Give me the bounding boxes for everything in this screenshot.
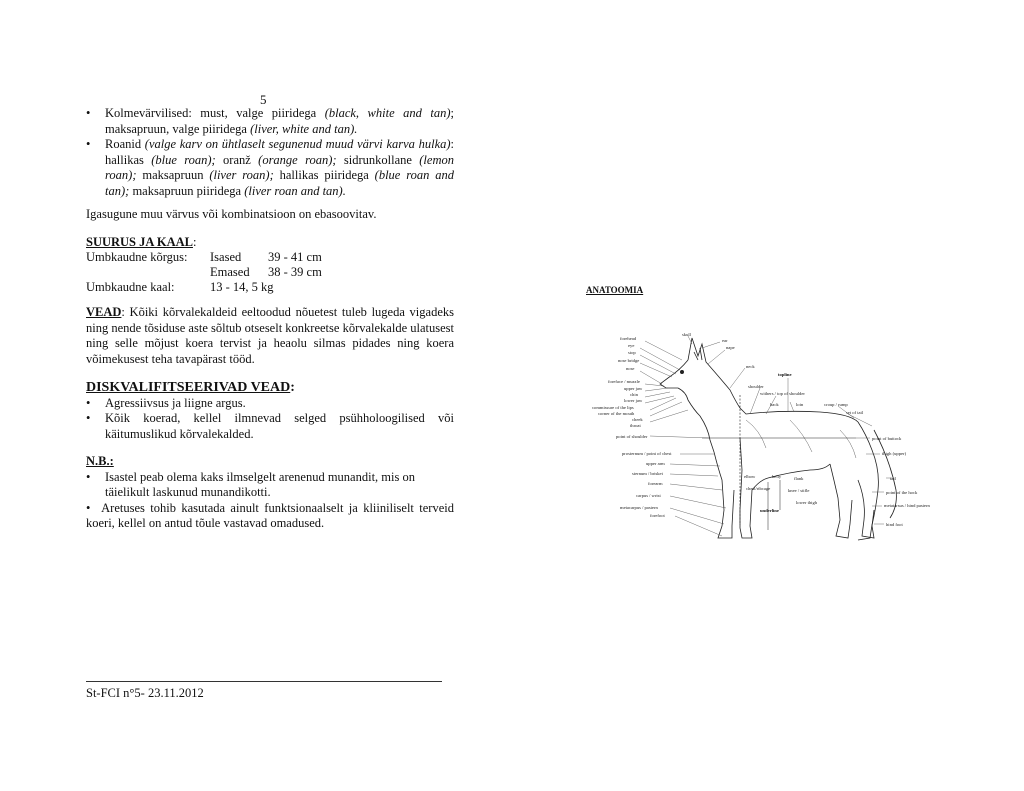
label-nose: nose [626,366,635,371]
text-italic: (black, white and tan) [324,106,451,120]
label-forearm: forearm [648,481,663,486]
label-upper-jaw: upper jaw [624,386,643,391]
label-point-hock: point of the hock [886,490,918,495]
label-tail: tail [890,476,896,481]
females-value: 38 - 39 cm [268,265,322,279]
text-italic: (orange roan); [258,152,337,167]
label-thigh: thigh (upper) [882,451,907,456]
label-withers: withers / top of shoulder [760,391,805,396]
nb-heading [86,454,454,470]
table-row [86,250,322,265]
label-neck: neck [746,364,755,369]
text: ; maksapruun, valge piiridega [105,106,454,136]
label-metatarsus: metatarsus / hind pastern [884,503,930,508]
text-italic: (liver, white and tan). [250,121,358,136]
text-italic: (valge karv on ühtlaselt segunenud muud värvi karva hulka) [144,137,451,151]
label-throat: throat [630,423,641,428]
table-row [86,280,322,295]
standard-text-column [86,106,454,532]
item-text: Kõik koerad, kellel ilmnevad selged psühholoogilised või käitumuslikud kõrvalekalded. [105,411,454,441]
spacer [86,442,454,454]
size-table [86,250,322,295]
text: : hallikas [105,137,455,167]
text: oranž [215,152,259,167]
bullet-icon: • [86,469,91,484]
label-corner-mouth: corner of the mouth [598,411,635,416]
page-number: 5 [260,92,267,107]
spacer [86,367,454,380]
text: maksapruun piiridega [129,183,245,198]
bullet-icon: • [86,106,91,120]
spacer [86,199,454,207]
label-back: back [770,402,779,407]
label-underline: underline [760,508,779,513]
label-flank: flank [794,476,804,481]
label-commissure: commissure of the lips [592,405,634,410]
label-point-shoulder: point of shoulder [616,434,648,439]
label-upper-arm: upper arm [646,461,665,466]
label-chest: chest/ribcage [746,486,771,491]
empty-cell [86,265,210,280]
label-topline: topline [778,372,792,377]
bullet-icon: • [86,395,91,410]
heading-text: SUURUS JA KAAL [86,234,193,249]
size-heading [86,235,454,251]
label-croup: croup / rump [824,402,848,407]
text: sidrunkollane [336,152,420,167]
left-labels [592,336,672,518]
label-sternum: sternum / brisket [632,471,663,476]
label-stop: stop [628,350,636,355]
label-forehead: forehead [620,336,637,341]
label-knee: knee / stifle [788,488,810,493]
spacer [86,223,454,235]
label-loin: loin [796,402,804,407]
top-leader-lines [688,336,872,426]
label-lower-thigh: lower thigh [796,500,818,505]
table-row [86,265,322,280]
label-belly: belly [772,474,782,479]
males-value: 39 - 41 cm [268,250,322,264]
label-elbow: elbow [744,474,756,479]
label-lower-jaw: lower jaw [624,398,643,403]
text-italic: (blue roan and tan); [105,168,454,198]
faults-heading: VEAD [86,305,122,319]
label-metacarpus: metacarpus / pastern [620,505,658,510]
females-label: Emased [210,265,250,279]
label-nose-bridge: nose bridge [618,358,640,363]
text: hallikas piiridega [273,168,375,182]
label-nape: nape [726,345,735,350]
footer-divider [86,681,442,682]
heading-text: DISKVALIFITSEERIVAD VEAD [86,380,291,395]
bullet-icon: • [86,137,91,151]
label-foreface: foreface / muzzle [608,379,640,384]
heading-colon: : [290,380,295,395]
list-item [86,396,454,412]
label-carpus: carpus / wrist [636,493,661,498]
heading-colon: : [192,234,197,249]
list-item [86,411,454,442]
spacer [86,295,454,305]
bullet-icon: • [86,411,91,425]
text: Roanid [105,137,145,151]
anatomy-title: ANATOOMIA [586,285,644,295]
label-ear: ear [722,338,728,343]
label-prosternum: prosternum / point of chest [622,451,672,456]
right-labels [872,436,931,527]
text-italic: (blue roan); [151,152,216,167]
list-item-tricolor [86,106,454,137]
footer-text: St-FCI n°5- 23.11.2012 [86,686,204,700]
list-item-roan [86,137,454,199]
bullet-icon: • [86,500,102,515]
top-labels [682,332,864,415]
label-point-buttock: point of buttock [872,436,902,441]
other-colors-text: Igasugune muu värvus või kombinatsioon on ebasoovitav. [86,207,377,221]
disqualifying-heading [86,380,454,396]
label-hind-foot: hind foot [886,522,903,527]
list-item [86,470,454,501]
dog-anatomy-diagram [590,330,930,555]
item-text: Isastel peab olema kaks ilmselgelt arenenud munandit, mis on täielikult laskunud munandikotti. [105,469,415,499]
text-italic: (liver roan); [209,168,274,182]
weight-value: 13 - 14, 5 kg [210,280,274,294]
heading-text: N.B.: [86,454,114,468]
item-text: Aretuses tohib kasutada ainult funktsionaalselt ja kliiniliselt terveid koeri, kellel on antud tõule vastavad omadused. [86,500,454,530]
item-text: Agressiivsus ja liigne argus. [105,395,246,410]
label-forefoot: forefoot [650,513,665,518]
label-skull: skull [682,332,691,337]
males-label: Isased [210,250,242,264]
height-label: Umbkaudne kõrgus: [86,250,188,264]
bottom-labels [744,474,818,513]
label-set-of-tail: set of tail [846,410,864,415]
text-italic: (liver roan and tan). [244,183,346,198]
list-item [86,501,454,532]
faults-paragraph [86,305,454,367]
faults-text: : Kõiki kõrvalekaldeid eeltoodud nõuetest tuleb lugeda vigadeks ning nende tõsiduse aste sõltub otseselt konkreetse kõrvalekalde ulatusest ning selle mõjust koera tervist ja heaolu silmas pidades ning koera võimekusest teha tavapärast tööd. [86,305,454,366]
label-eye: eye [628,343,635,348]
label-cheek: cheek [632,417,643,422]
label-chin: chin [630,392,638,397]
weight-label: Umbkaudne kaal: [86,280,175,294]
text: Kolmevärvilised: must, valge piiridega [105,106,325,120]
text-italic: (lemon roan); [105,152,454,182]
text: maksapruun [136,168,210,182]
label-shoulder: shoulder [748,384,764,389]
